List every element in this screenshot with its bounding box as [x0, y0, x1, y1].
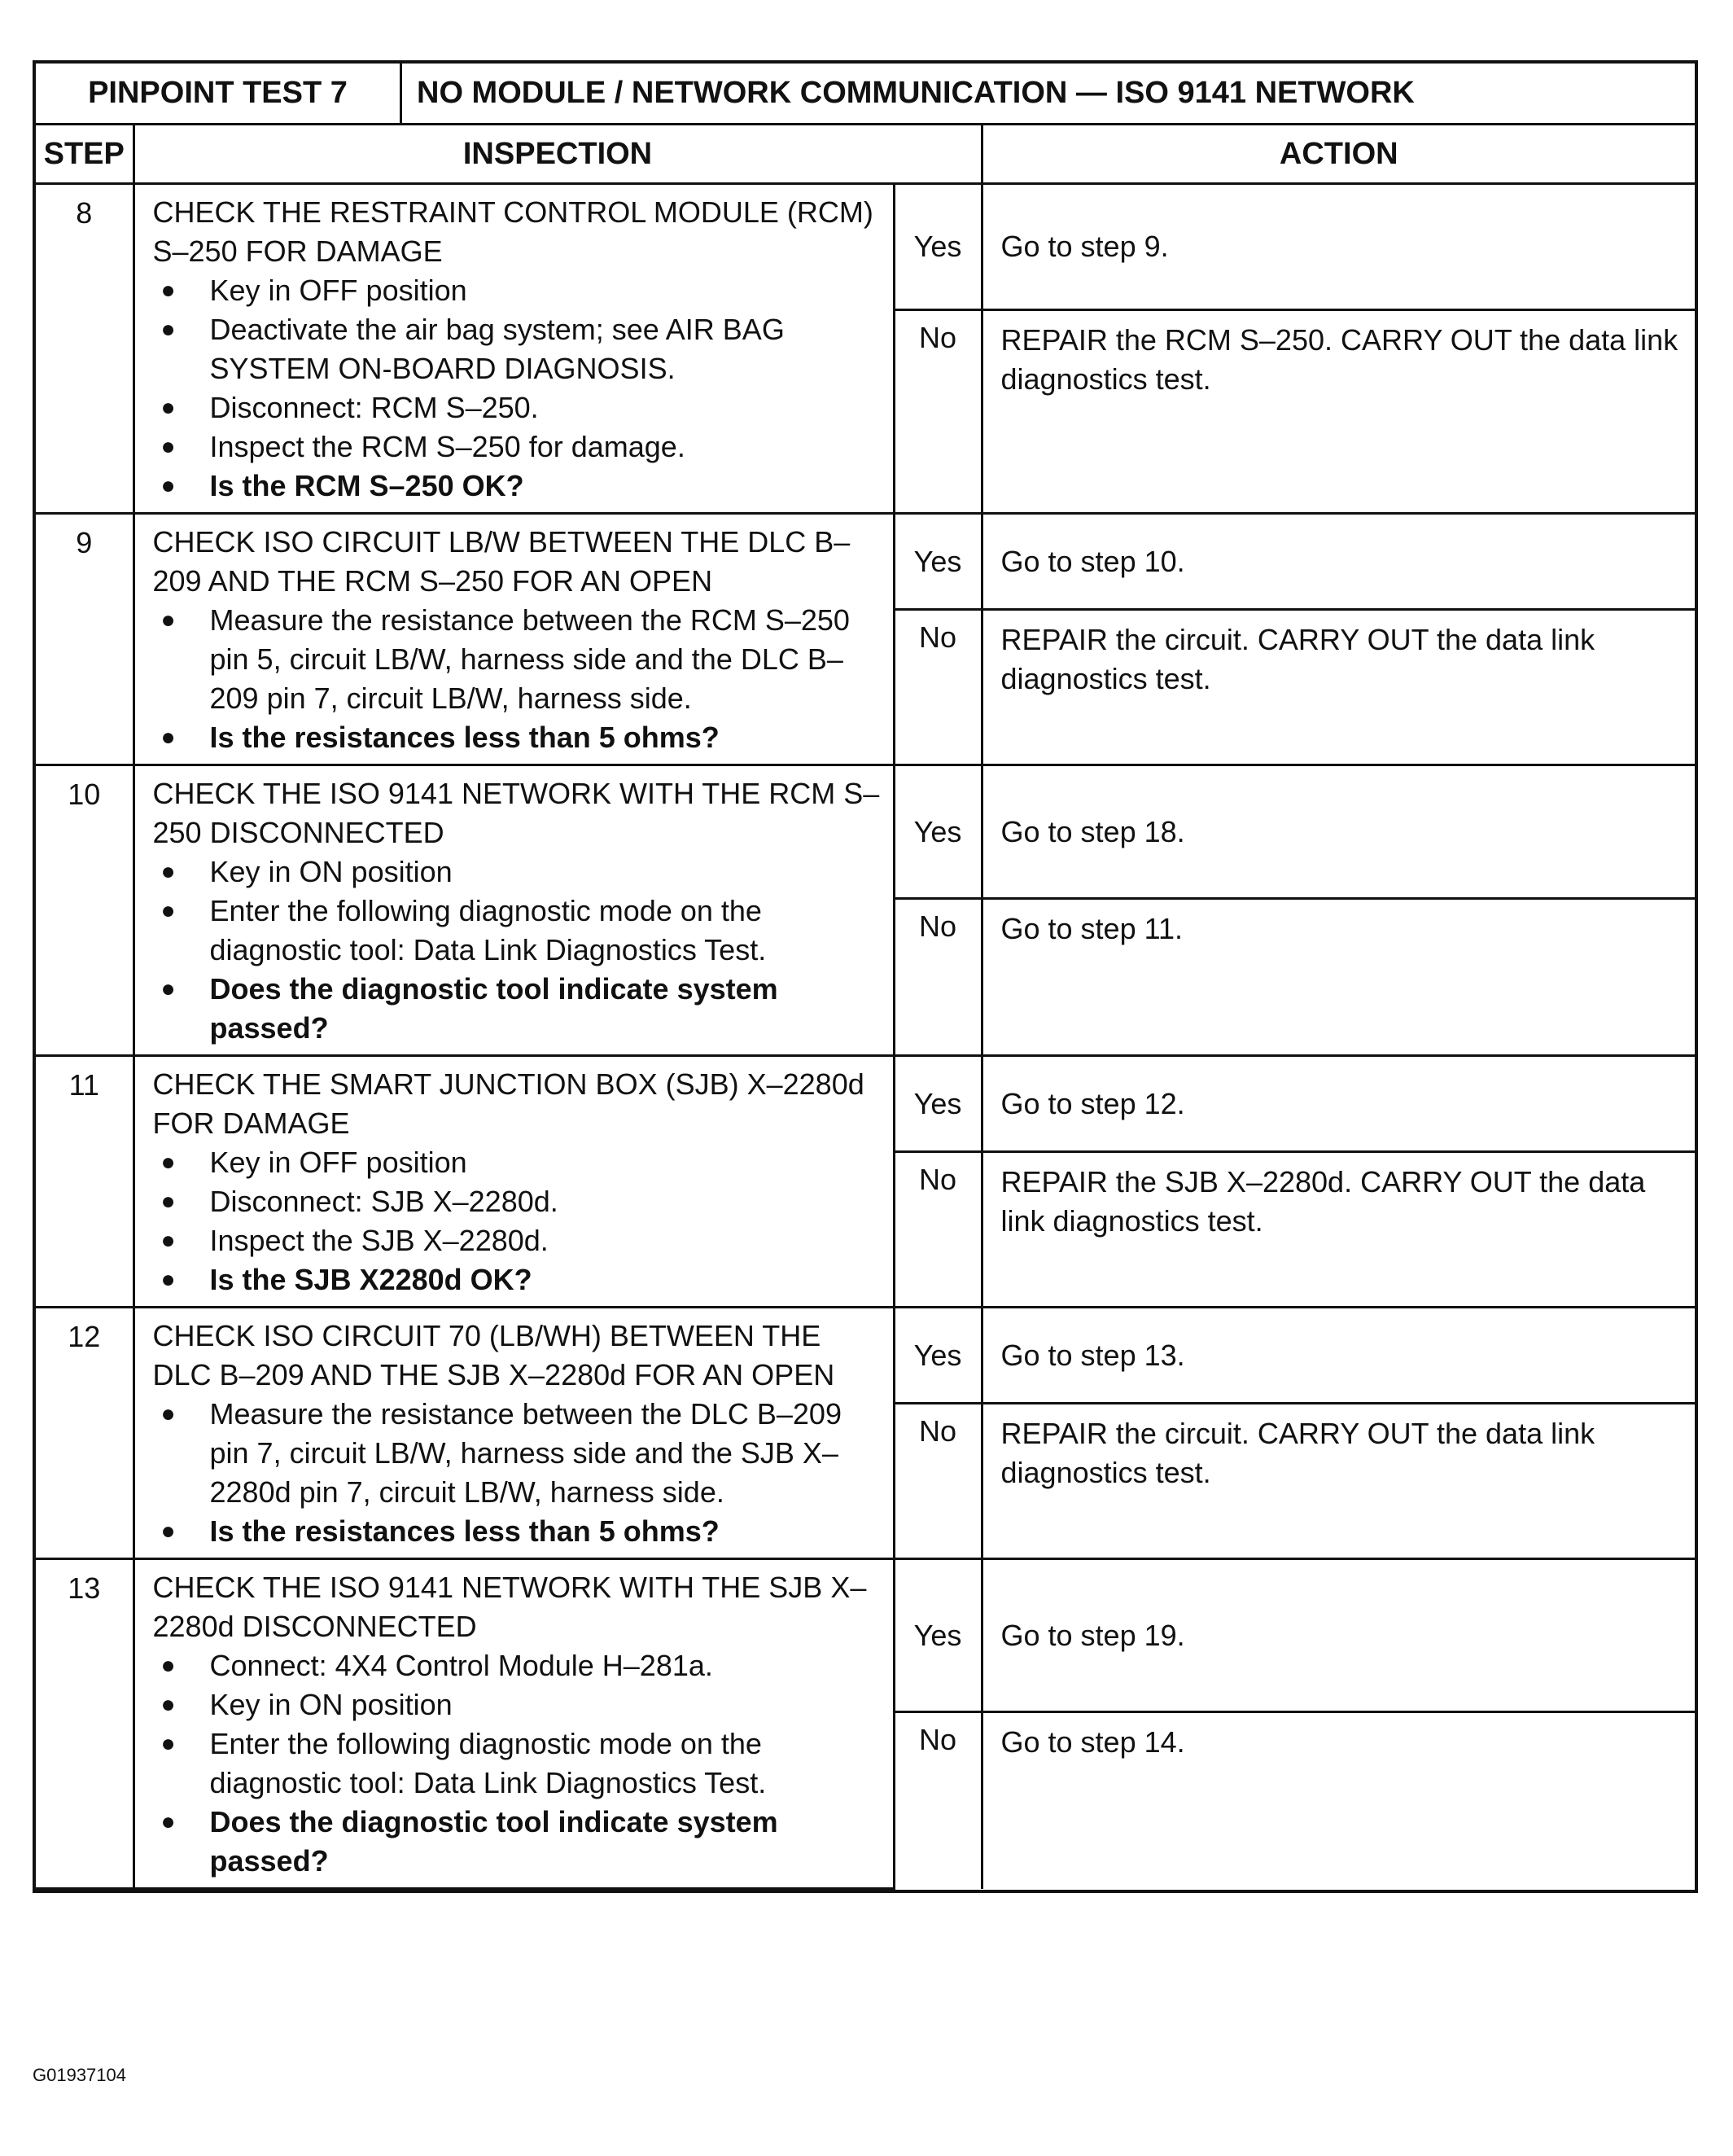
step-row — [36, 1308, 1695, 1404]
inspection-question — [153, 1803, 882, 1881]
no-label: No — [894, 899, 982, 1056]
column-header-inspection: INSPECTION — [133, 125, 982, 184]
no-action: Go to step 11. — [982, 899, 1695, 1056]
yes-label: Yes — [894, 1559, 982, 1712]
inspection-cell — [133, 1308, 894, 1559]
bullet-icon: ● — [160, 607, 176, 633]
question-text: Does the diagnostic tool indicate system passed? — [209, 1805, 778, 1878]
column-header-row — [36, 125, 1695, 184]
bullet-text: Disconnect: SJB X–2280d. — [209, 1185, 558, 1218]
yes-label: Yes — [894, 1056, 982, 1152]
no-label: No — [894, 1404, 982, 1559]
check-heading: CHECK ISO CIRCUIT 70 (LB/WH) BETWEEN THE DLC B–209 AND THE SJB X–2280d FOR AN OPEN — [152, 1319, 835, 1391]
check-heading: CHECK THE SMART JUNCTION BOX (SJB) X–2280d FOR DAMAGE — [152, 1067, 864, 1140]
bullet-icon: ● — [160, 472, 176, 499]
bullet-icon: ● — [160, 975, 176, 1002]
inspection-bullet — [153, 601, 882, 718]
bullet-icon: ● — [160, 394, 176, 421]
step-row — [36, 514, 1695, 610]
bullet-text: Enter the following diagnostic mode on the diagnostic tool: Data Link Diagnostics Test. — [209, 894, 767, 966]
steps-grid — [36, 125, 1695, 1890]
no-action: REPAIR the RCM S–250. CARRY OUT the data link diagnostics test. — [982, 310, 1695, 514]
bullet-icon: ● — [160, 1266, 176, 1293]
inspection-question — [153, 970, 882, 1048]
bullet-icon: ● — [160, 1227, 176, 1254]
no-action: REPAIR the circuit. CARRY OUT the data link diagnostics test. — [982, 1404, 1695, 1559]
bullet-icon: ● — [160, 1400, 176, 1427]
step-number: 11 — [36, 1056, 133, 1308]
bullet-icon: ● — [160, 277, 176, 304]
inspection-bullets — [153, 852, 882, 1048]
inspection-bullets — [153, 1395, 882, 1551]
inspection-cell — [133, 184, 894, 514]
yes-label: Yes — [894, 1308, 982, 1404]
question-text: Is the resistances less than 5 ohms? — [209, 721, 720, 754]
inspection-bullets — [153, 271, 882, 506]
bullet-text: Inspect the RCM S–250 for damage. — [209, 430, 685, 463]
bullet-icon: ● — [160, 1188, 176, 1215]
step-number: 8 — [36, 184, 133, 514]
inspection-question — [153, 467, 882, 506]
check-heading: CHECK THE RESTRAINT CONTROL MODULE (RCM) S–250 FOR DAMAGE — [152, 195, 873, 268]
no-label: No — [894, 1712, 982, 1889]
bullet-text: Key in OFF position — [209, 1146, 467, 1179]
yes-action: Go to step 18. — [982, 765, 1695, 899]
figure-code: G01937104 — [33, 2065, 126, 2085]
no-action: REPAIR the SJB X–2280d. CARRY OUT the data link diagnostics test. — [982, 1152, 1695, 1308]
inspection-cell — [133, 1559, 894, 1889]
no-action: REPAIR the circuit. CARRY OUT the data link diagnostics test. — [982, 610, 1695, 765]
step-row — [36, 1559, 1695, 1712]
bullet-icon: ● — [160, 1808, 176, 1835]
yes-action: Go to step 13. — [982, 1308, 1695, 1404]
inspection-bullet — [153, 427, 882, 467]
bullet-icon: ● — [160, 1691, 176, 1718]
inspection-bullet — [153, 310, 882, 388]
inspection-bullet — [153, 1182, 882, 1221]
yes-label: Yes — [894, 514, 982, 610]
bullet-text: Enter the following diagnostic mode on the diagnostic tool: Data Link Diagnostics Test. — [209, 1727, 767, 1799]
inspection-bullet — [153, 388, 882, 427]
bullet-text: Inspect the SJB X–2280d. — [209, 1224, 549, 1257]
inspection-question — [153, 1260, 882, 1299]
question-text: Is the RCM S–250 OK? — [209, 469, 524, 502]
bullet-text: Disconnect: RCM S–250. — [209, 391, 539, 424]
bullet-text: Key in ON position — [209, 1688, 453, 1721]
question-text: Is the resistances less than 5 ohms? — [209, 1514, 720, 1548]
inspection-bullet — [153, 892, 882, 970]
bullet-text: Key in OFF position — [209, 274, 467, 307]
question-text: Is the SJB X2280d OK? — [209, 1263, 532, 1296]
bullet-icon: ● — [160, 316, 176, 343]
question-text: Does the diagnostic tool indicate system passed? — [209, 972, 778, 1045]
no-action: Go to step 14. — [982, 1712, 1695, 1889]
step-number: 12 — [36, 1308, 133, 1559]
step-row — [36, 765, 1695, 899]
inspection-cell — [133, 514, 894, 765]
step-number: 10 — [36, 765, 133, 1056]
step-row — [36, 1056, 1695, 1152]
inspection-bullets — [153, 1646, 882, 1881]
test-title: NO MODULE / NETWORK COMMUNICATION — ISO 9141 NETWORK — [417, 76, 1415, 110]
inspection-bullet — [153, 1685, 882, 1724]
yes-label: Yes — [894, 765, 982, 899]
inspection-question — [153, 1512, 882, 1551]
bullet-text: Deactivate the air bag system; see AIR BAG SYSTEM ON-BOARD DIAGNOSIS. — [209, 313, 785, 385]
inspection-question — [153, 718, 882, 757]
no-label: No — [894, 610, 982, 765]
yes-action: Go to step 19. — [982, 1559, 1695, 1712]
step-number: 9 — [36, 514, 133, 765]
bullet-text: Connect: 4X4 Control Module H–281a. — [209, 1649, 713, 1682]
test-label: PINPOINT TEST 7 — [36, 64, 402, 123]
inspection-cell — [133, 765, 894, 1056]
yes-action: Go to step 12. — [982, 1056, 1695, 1152]
title-row — [36, 64, 1695, 125]
inspection-bullet — [153, 852, 882, 892]
inspection-bullet — [153, 1221, 882, 1260]
inspection-bullet — [153, 1395, 882, 1512]
yes-label: Yes — [894, 184, 982, 310]
inspection-bullet — [153, 1143, 882, 1182]
bullet-icon: ● — [160, 1730, 176, 1757]
inspection-bullets — [153, 1143, 882, 1299]
column-header-step: STEP — [36, 125, 133, 184]
bullet-text: Measure the resistance between the DLC B–209 pin 7, circuit LB/W, harness side and the SJB X–2280d pin 7, circuit LB/W, harness side. — [209, 1397, 842, 1509]
bullet-icon: ● — [160, 1518, 176, 1545]
step-number: 13 — [36, 1559, 133, 1889]
inspection-bullet — [153, 1646, 882, 1685]
yes-action: Go to step 9. — [982, 184, 1695, 310]
column-header-action: ACTION — [982, 125, 1695, 184]
bullet-icon: ● — [160, 724, 176, 751]
bullet-icon: ● — [160, 1652, 176, 1679]
bullet-text: Key in ON position — [209, 855, 453, 888]
pinpoint-test-table — [33, 60, 1698, 1893]
bullet-icon: ● — [160, 1149, 176, 1176]
check-heading: CHECK ISO CIRCUIT LB/W BETWEEN THE DLC B–209 AND THE RCM S–250 FOR AN OPEN — [152, 525, 851, 598]
inspection-bullet — [153, 1724, 882, 1803]
bullet-icon: ● — [160, 897, 176, 924]
check-heading: CHECK THE ISO 9141 NETWORK WITH THE RCM S–250 DISCONNECTED — [152, 777, 880, 849]
yes-action: Go to step 10. — [982, 514, 1695, 610]
check-heading: CHECK THE ISO 9141 NETWORK WITH THE SJB X–2280d DISCONNECTED — [152, 1571, 867, 1643]
inspection-bullet — [153, 271, 882, 310]
no-label: No — [894, 1152, 982, 1308]
step-row — [36, 184, 1695, 310]
bullet-icon: ● — [160, 433, 176, 460]
bullet-icon: ● — [160, 858, 176, 885]
inspection-bullets — [153, 601, 882, 757]
no-label: No — [894, 310, 982, 514]
bullet-text: Measure the resistance between the RCM S–250 pin 5, circuit LB/W, harness side and the DLC B–209 pin 7, circuit LB/W, harness side. — [209, 603, 850, 715]
inspection-cell — [133, 1056, 894, 1308]
